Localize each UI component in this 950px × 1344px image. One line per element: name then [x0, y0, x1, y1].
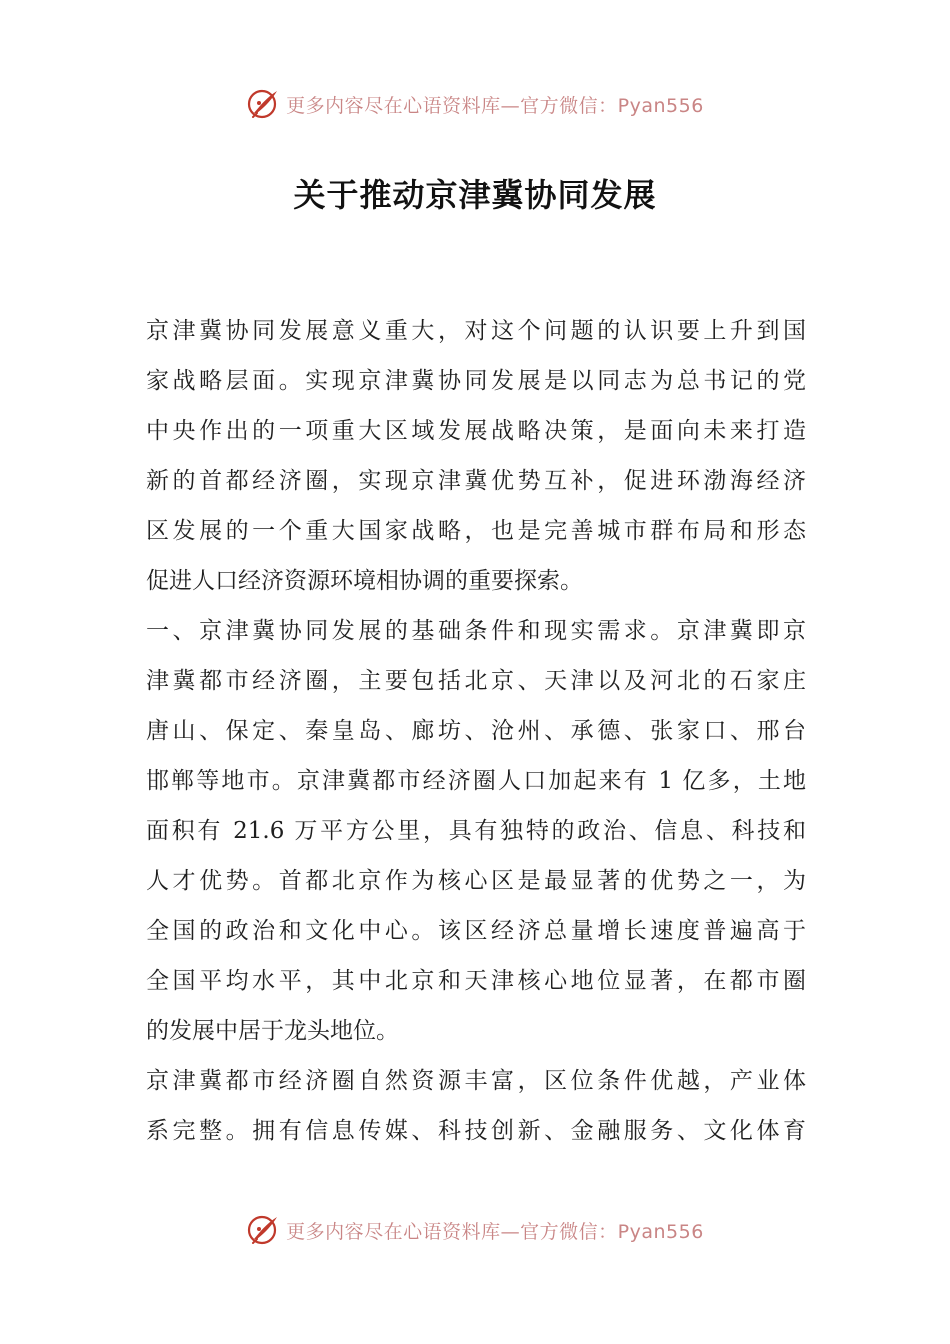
text-line: 系完整。拥有信息传媒、科技创新、金融服务、文化体育 — [146, 1118, 806, 1144]
text-line: 促进人口经济资源环境相协调的重要探索。 — [146, 568, 583, 594]
text-line: 的发展中居于龙头地位。 — [146, 1018, 399, 1044]
banner-text: 更多内容尽在心语资料库—官方微信：Pyan556 — [286, 1220, 704, 1243]
text-line: 面积有 21.6 万平方公里，具有独特的政治、信息、科技和 — [146, 818, 806, 844]
text-line: 全国平均水平，其中北京和天津核心地位显著，在都市圈 — [146, 968, 806, 994]
document-body — [146, 306, 806, 1156]
text-line: 邯郸等地市。京津冀都市经济圈人口加起来有 1 亿多，土地 — [146, 768, 806, 794]
text-line: 新的首都经济圈，实现京津冀优势互补，促进环渤海经济 — [146, 468, 806, 494]
text-line: 京津冀都市经济圈自然资源丰富，区位条件优越，产业体 — [146, 1068, 806, 1094]
text-line: 唐山、保定、秦皇岛、廊坊、沧州、承德、张家口、邢台 — [146, 718, 806, 744]
wechat-id: Pyan556 — [617, 1220, 704, 1243]
text-line: 中央作出的一项重大区域发展战略决策，是面向未来打造 — [146, 418, 806, 444]
text-line: 全国的政治和文化中心。该区经济总量增长速度普遍高于 — [146, 918, 806, 944]
text-line: 区发展的一个重大国家战略，也是完善城市群布局和形态 — [146, 518, 806, 544]
quill-pen-logo-icon — [246, 1212, 282, 1248]
document-title: 关于推动京津冀协同发展 — [293, 176, 657, 214]
text-line: 津冀都市经济圈，主要包括北京、天津以及河北的石家庄 — [146, 668, 806, 694]
text-line: 京津冀协同发展意义重大，对这个问题的认识要上升到国 — [146, 318, 806, 344]
text-line: 人才优势。首都北京作为核心区是最显著的优势之一，为 — [146, 868, 806, 894]
text-line: 一、京津冀协同发展的基础条件和现实需求。京津冀即京 — [146, 618, 806, 644]
wechat-id: Pyan556 — [617, 94, 704, 117]
header-watermark-banner — [0, 84, 950, 124]
quill-pen-logo-icon — [246, 86, 282, 122]
footer-watermark-banner — [0, 1210, 950, 1250]
text-line: 家战略层面。实现京津冀协同发展是以同志为总书记的党 — [146, 368, 806, 394]
banner-text: 更多内容尽在心语资料库—官方微信：Pyan556 — [286, 94, 704, 117]
